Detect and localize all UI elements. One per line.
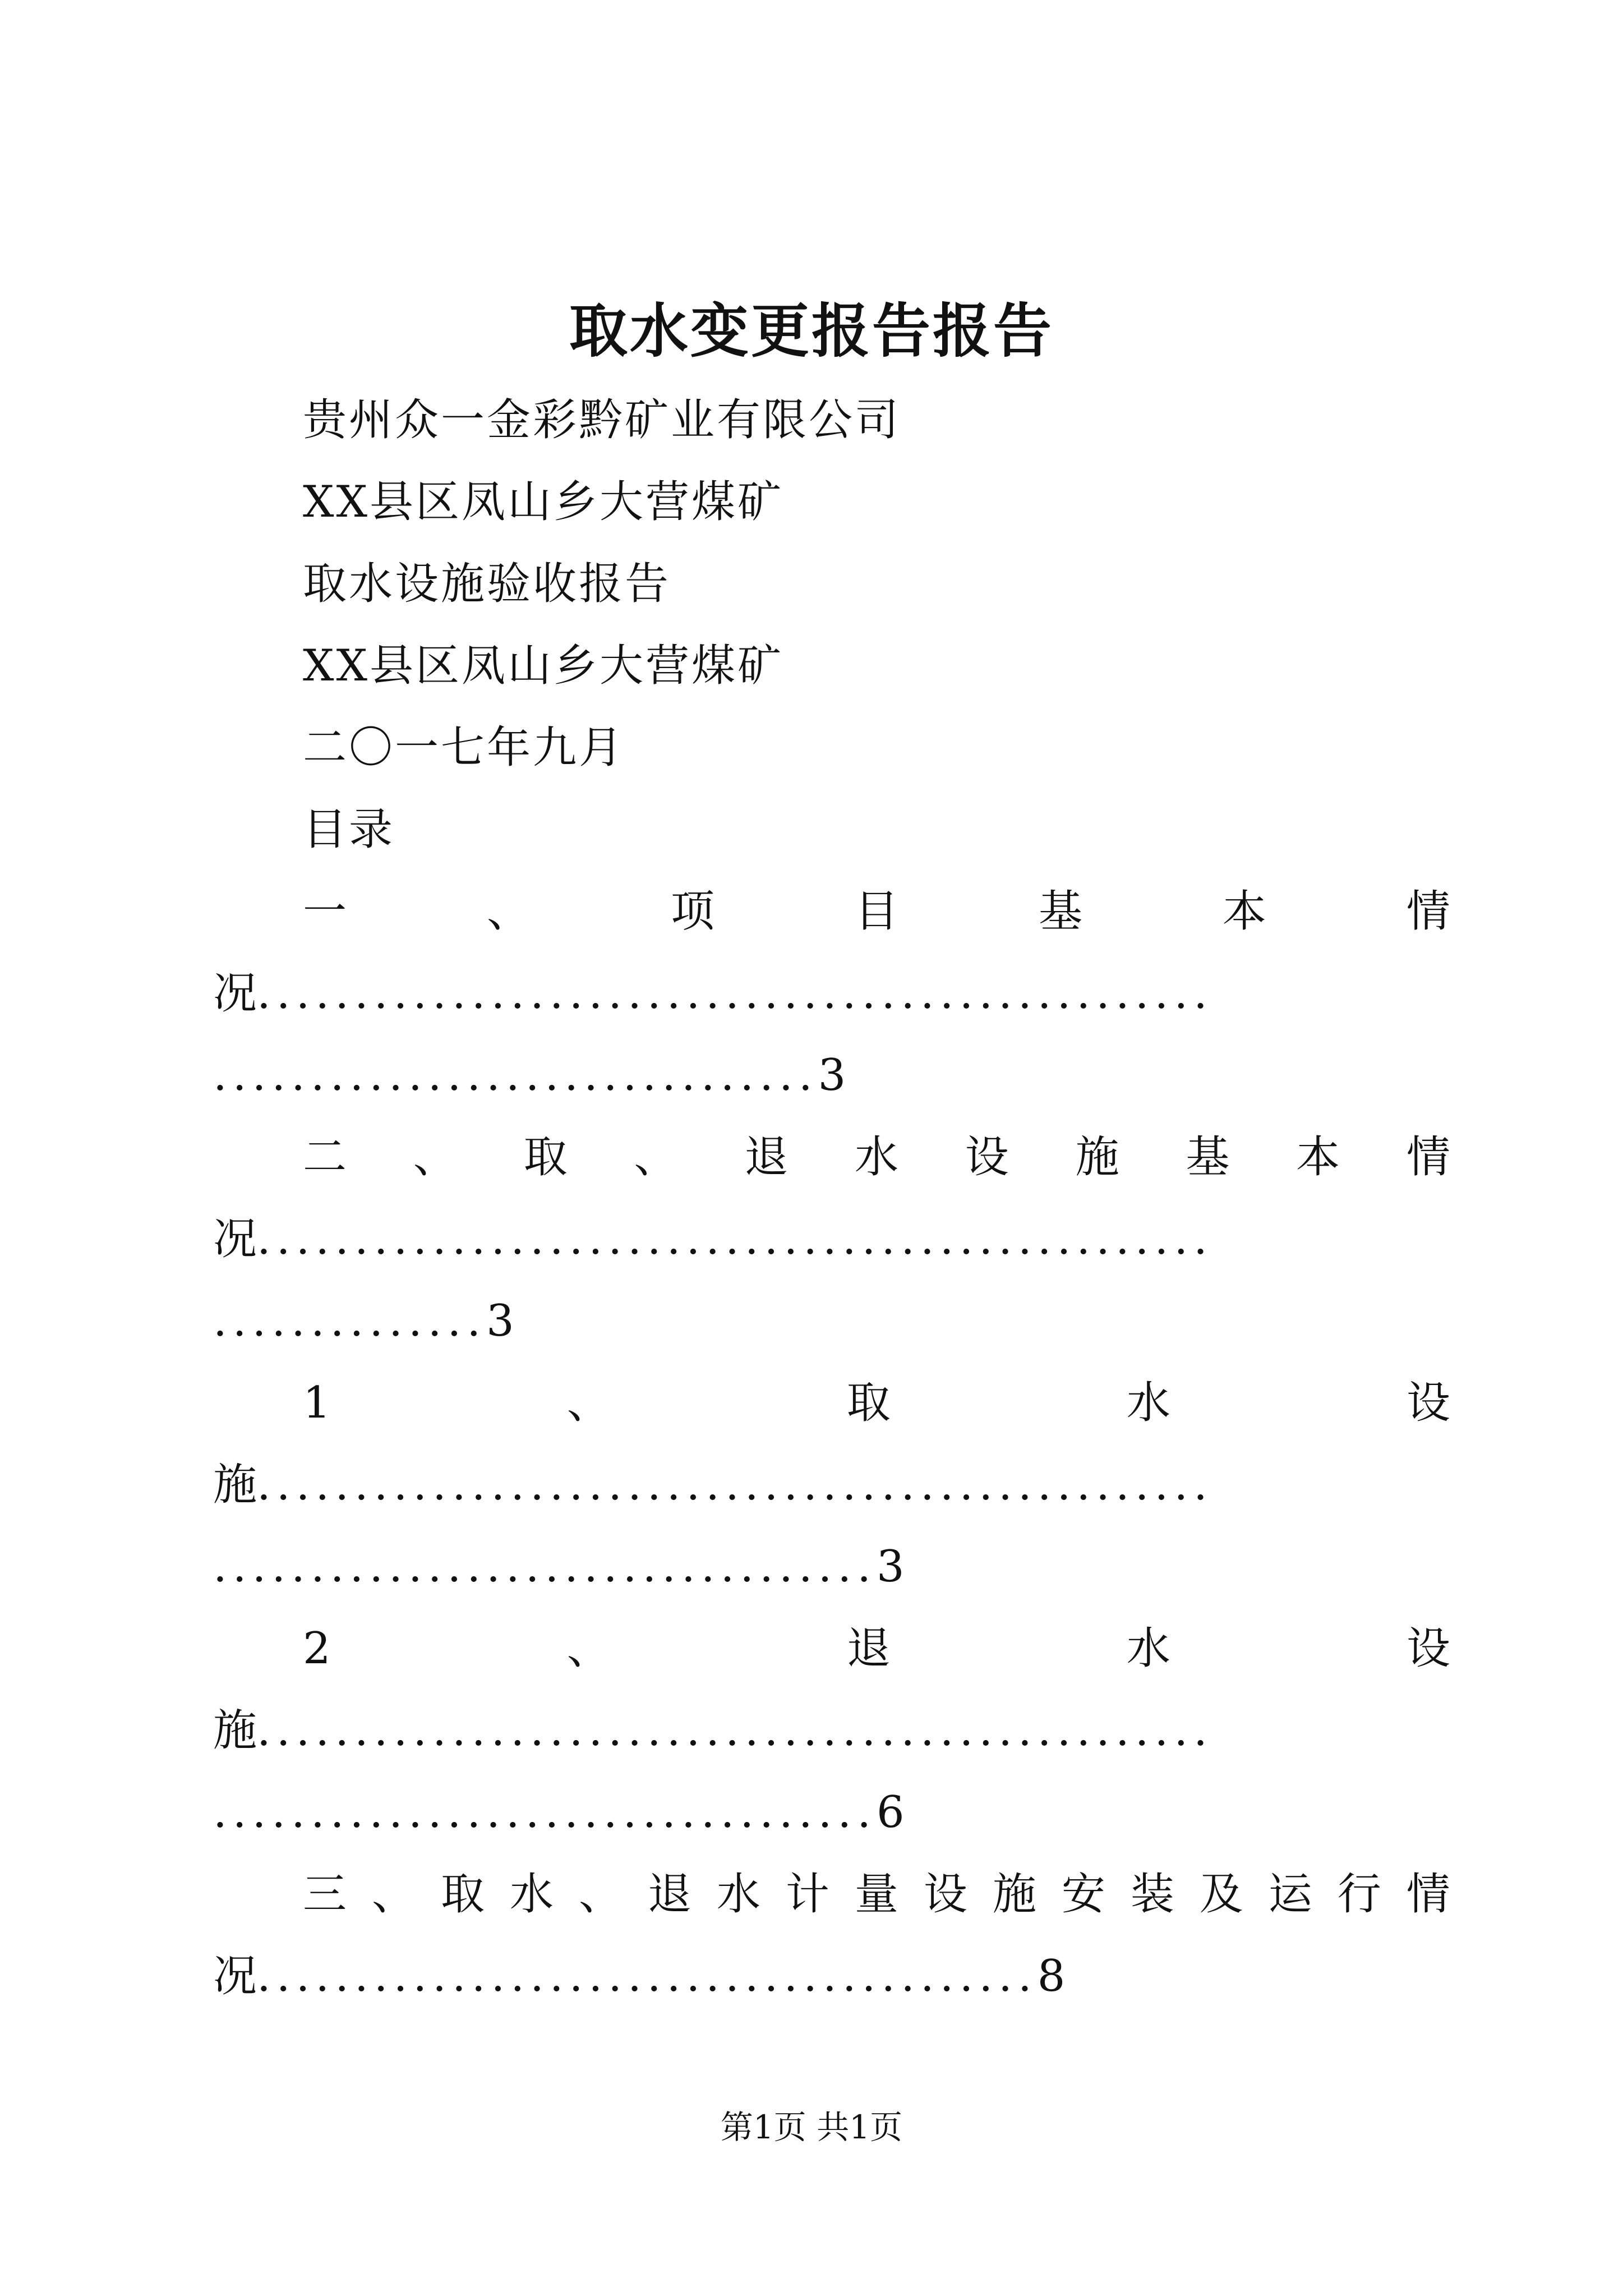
toc-title-char: 、 [486,886,531,937]
toc-page-number: 3 [818,1050,846,1101]
toc-title-char: 项 [670,886,714,937]
toc-leader-dots: .................................. [213,1542,877,1592]
toc-title-char: 退 [846,1623,891,1674]
toc-title-char: 、 [566,1378,611,1428]
toc-title-char: 目 [854,886,898,937]
toc-title-char: 本 [1296,1132,1340,1182]
mine-name: XX县区凤山乡大营煤矿 [303,477,784,527]
report-subtitle: 取水设施验收报告 [303,559,671,609]
toc-entry-title-line [303,1853,1450,1935]
toc-entry-page-line [213,1772,1450,1853]
toc-page-number: 6 [877,1787,905,1838]
toc-title-char: 计 [785,1869,829,1920]
toc-entry-page-line [213,1034,1450,1116]
toc-entry-title-line [303,1362,1450,1444]
toc-title-char: 施 [992,1869,1036,1920]
toc-title-char: 水 [1126,1378,1170,1428]
toc-leader-dots: ........................................ [257,1951,1038,2001]
toc-leader-dots: ................................................. [257,1705,1213,1756]
toc-entry-title-line [303,1116,1450,1198]
toc-entry-continuation [213,1198,1450,1280]
toc-title-char: 情 [1406,1132,1450,1182]
toc-title-char: 水 [716,1869,760,1920]
table-of-contents [213,871,1450,2017]
toc-title-char: 施 [1075,1132,1119,1182]
toc-title-char: 、 [578,1869,623,1920]
toc-title-char: 取 [523,1132,568,1182]
toc-leader-dots: ................................................. [257,1460,1213,1510]
toc-entry-last-char: 况 [213,1951,257,2001]
toc-entry-last-char: 况 [213,1214,257,1264]
toc-title-char: 、 [413,1132,457,1182]
toc-title-char: 水 [509,1869,554,1920]
toc-title-char: 情 [1406,1869,1450,1920]
toc-page-number: 8 [1037,1951,1066,2001]
toc-title-char: 行 [1337,1869,1381,1920]
toc-title-char: 1 [303,1378,331,1428]
toc-title-char: 、 [371,1869,416,1920]
toc-entry-title-line [303,871,1450,953]
toc-title-char: 水 [1126,1623,1170,1674]
toc-title-char: 三 [303,1869,347,1920]
toc-title-char: 安 [1061,1869,1105,1920]
toc-leader-dots: .............. [213,1296,487,1346]
toc-entry-page-line [213,1280,1450,1362]
toc-leader-dots: ............................... [213,1050,818,1101]
toc-title-char: 一 [303,886,347,937]
toc-title-char: 量 [854,1869,898,1920]
toc-title-char: 及 [1199,1869,1243,1920]
toc-title-char: 、 [566,1623,611,1674]
toc-title-char: 退 [647,1869,691,1920]
toc-entry-continuation [213,1935,1450,2017]
toc-title-char: 水 [854,1132,898,1182]
toc-page-number: 3 [877,1542,905,1592]
toc-title-char: 取 [440,1869,485,1920]
toc-title-char: 情 [1406,886,1450,937]
toc-title-char: 装 [1130,1869,1174,1920]
toc-title-char: 本 [1222,886,1266,937]
toc-title-char: 设 [1406,1378,1450,1428]
toc-entry-page-line [213,1526,1450,1608]
toc-entry-title-line [303,1608,1450,1690]
toc-leader-dots: ................................................. [257,1214,1213,1264]
toc-leader-dots: .................................. [213,1787,877,1838]
toc-entry-last-char: 施 [213,1460,257,1510]
toc-title-char: 取 [846,1378,891,1428]
front-matter [303,379,901,871]
report-date: 二〇一七年九月 [303,723,625,773]
toc-title-char: 退 [744,1132,789,1182]
toc-leader-dots: ................................................. [257,968,1213,1019]
toc-title-char: 基 [1186,1132,1230,1182]
toc-title-char: 二 [303,1132,347,1182]
toc-page-number: 3 [486,1296,514,1346]
toc-title-char: 设 [923,1869,967,1920]
document-title: 取水变更报告报告 [569,296,1054,365]
toc-entry-continuation [213,1444,1450,1526]
toc-title-char: 设 [965,1132,1009,1182]
toc-title-char: 运 [1268,1869,1312,1920]
toc-title-char: 2 [303,1623,331,1674]
toc-entry-continuation [213,1690,1450,1772]
toc-title-char: 基 [1038,886,1082,937]
toc-entry-last-char: 况 [213,968,257,1019]
toc-entry-continuation [213,953,1450,1034]
toc-heading: 目录 [303,804,395,855]
toc-entry-last-char: 施 [213,1705,257,1756]
mine-name-repeat: XX县区凤山乡大营煤矿 [303,641,784,691]
page-footer: 第1页 共1页 [720,2108,903,2146]
toc-title-char: 、 [634,1132,678,1182]
toc-title-char: 设 [1406,1623,1450,1674]
company-name: 贵州众一金彩黔矿业有限公司 [303,395,901,445]
